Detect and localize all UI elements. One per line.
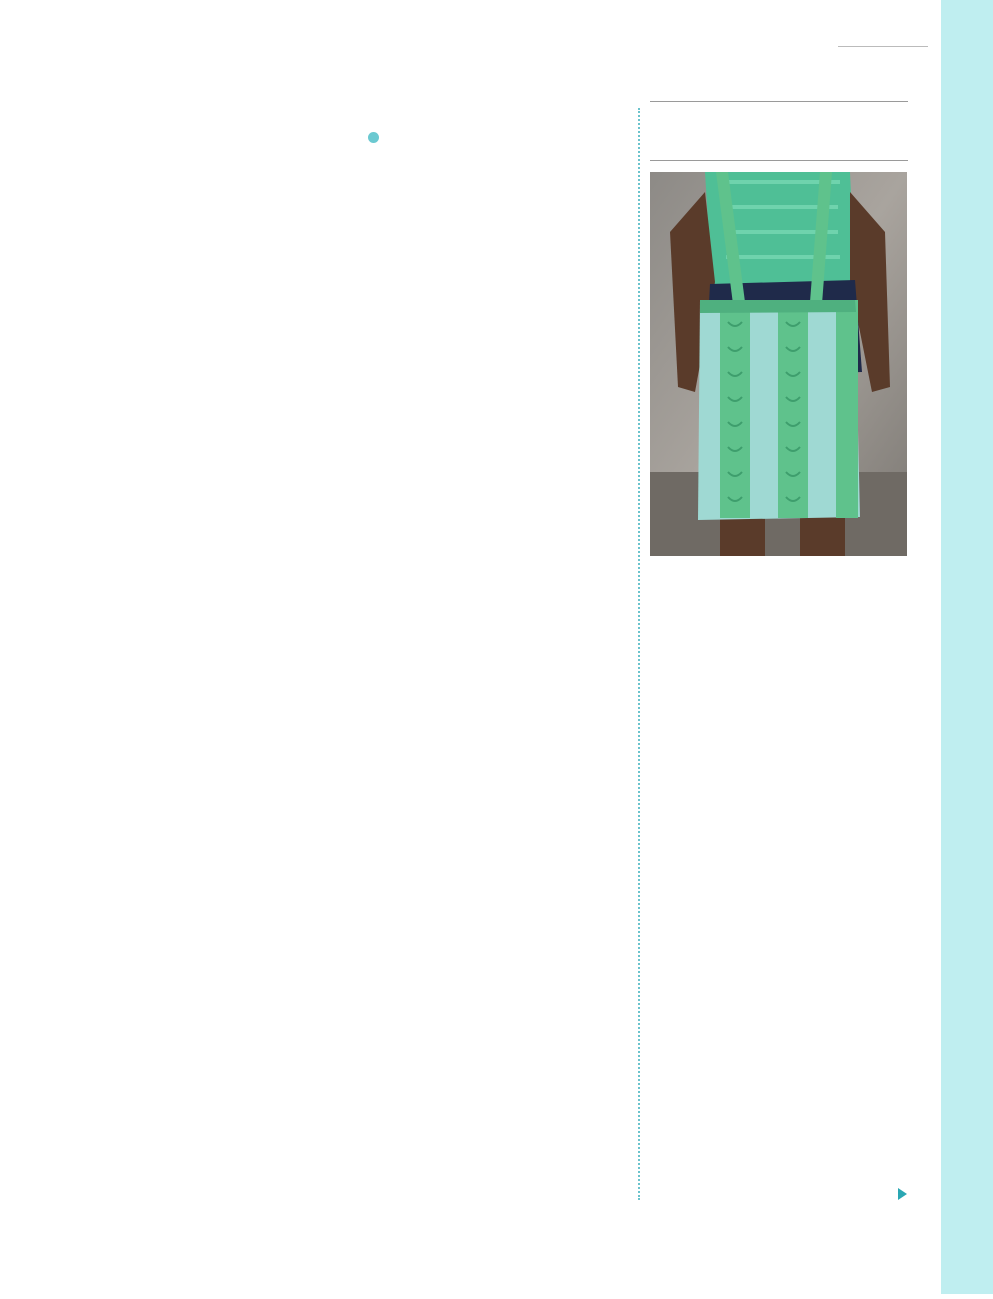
column-3 — [650, 576, 908, 593]
ruler — [941, 0, 993, 1294]
column-2 — [368, 112, 630, 147]
column-1 — [86, 112, 348, 129]
section-label — [838, 42, 928, 47]
column-divider — [638, 108, 640, 1200]
continue-arrow-icon — [898, 1188, 907, 1200]
yarn-ball-icon — [368, 132, 379, 143]
pattern-title — [650, 101, 908, 161]
beach-bag-photo — [650, 172, 907, 556]
